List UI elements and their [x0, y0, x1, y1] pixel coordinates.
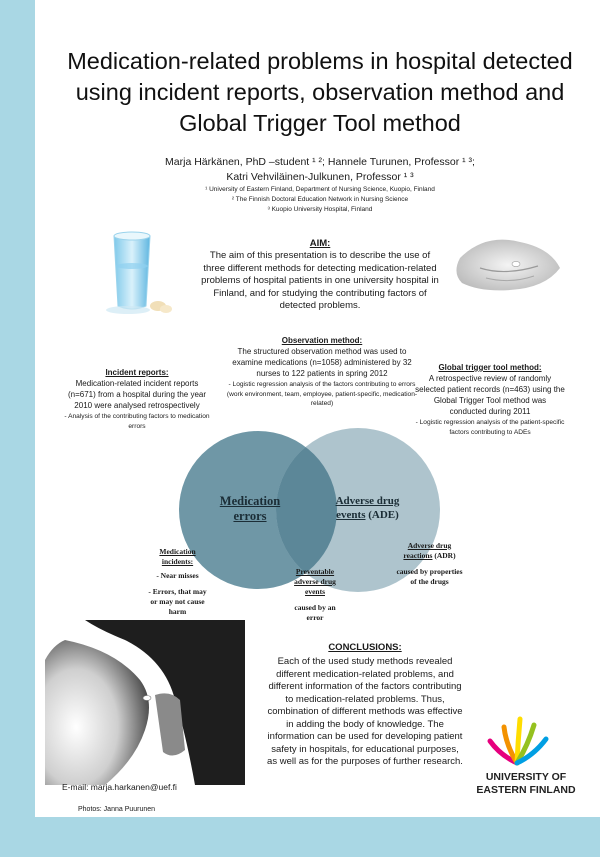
affiliation-2: ² The Finnish Doctoral Education Network in Nursing Science [231, 196, 409, 203]
adr-line2b: (ADR) [432, 551, 456, 560]
incidents-line2: incidents: [161, 557, 194, 566]
university-logo-text [466, 771, 586, 797]
logo-line-1: UNIVERSITY OF [485, 771, 567, 783]
adr-line2a: reactions [403, 551, 433, 560]
trigger-text: A retrospective review of randomly selected patient records (n=463) using the Global Trigger Tool method was conducted during 2011 [415, 374, 565, 416]
venn-label-ade [320, 494, 415, 522]
conclusions-section [265, 642, 465, 769]
person-taking-pill-image [45, 620, 245, 785]
adr-cause-2: of the drugs [410, 577, 449, 586]
adr-cause-1: caused by properties [396, 567, 463, 576]
observation-text: The structured observation method was used to examine medications (n=1058) administered by 32 nurses to 122 patients in spring 2012 [232, 347, 412, 378]
adr-line2 [382, 551, 477, 561]
affiliation-1: ¹ University of Eastern Finland, Department of Nursing Science, Kuopio, Finland [205, 186, 435, 193]
caused-error-1: caused by an [294, 603, 336, 612]
venn-label-medication-errors [205, 494, 295, 524]
adr-label [382, 541, 477, 587]
aim-heading: AIM: [309, 238, 331, 249]
near-misses: - Near misses [156, 571, 199, 580]
aim-text: The aim of this presentation is to describe the use of three different methods for detecting medication-related problems of hospital patients in one university hospital in Finland, and for studying the contributing factors of detected problems. [201, 250, 439, 311]
venn-right-line1: Adverse drug [335, 495, 400, 507]
errors-note-3: harm [168, 607, 187, 616]
trigger-heading: Global trigger tool method: [438, 363, 542, 372]
contact-email: E-mail: marja.harkanen@uef.fi [62, 782, 177, 792]
logo-line-2: EASTERN FINLAND [476, 784, 576, 796]
adr-line1: Adverse drug [407, 541, 452, 550]
poster-title: Medication-related problems in hospital detected using incident reports, observation method and Global Trigger Tool method [67, 48, 573, 136]
incident-note: - Analysis of the contributing factors to medication errors [64, 413, 210, 430]
authors-line-1: Marja Härkänen, PhD –student ¹ ²; Hannele Turunen, Professor ¹ ³; [165, 156, 475, 168]
venn-left-line1: Medication [219, 494, 281, 508]
errors-note-1: - Errors, that may [148, 587, 207, 596]
incident-heading: Incident reports: [105, 368, 169, 377]
trigger-note: - Logistic regression analysis of the patient-specific factors contributing to ADEs [415, 419, 565, 436]
venn-right-line2b: (ADE) [365, 509, 399, 521]
errors-note-2: or may not cause [150, 597, 205, 606]
university-logo-icon [482, 713, 552, 768]
affiliation-3: ³ Kuopio University Hospital, Finland [267, 206, 373, 213]
incident-text: Medication-related incident reports (n=671) from a hospital during the year 2010 were analysed retrospectively [67, 379, 207, 410]
authors-line-2: Katri Vehviläinen-Julkunen, Professor ¹ ³ [226, 171, 414, 183]
photo-credit: Photos: Janna Puurunen [78, 806, 156, 813]
conclusions-text: Each of the used study methods revealed different medication-related problems, and different information of the factors contributing to medication-related problems. Thus, combination of different methods was effective in adding the body of knowledge. The information can be used for developing patient safety in hospitals, for educational purposes, as well as for the purposes of further research. [267, 656, 463, 767]
preventable-ade-label [279, 567, 351, 623]
observation-heading: Observation method: [281, 336, 363, 345]
venn-right-line2a: events [336, 509, 366, 521]
caused-error-2: error [306, 613, 324, 622]
preventable-line1: Preventable [295, 567, 335, 576]
medication-incidents-label [140, 547, 215, 617]
observation-note: - Logistic regression analysis of the factors contributing to errors (work environment, team, employee, patient-specific, medication-related) [226, 381, 418, 407]
conclusions-heading: CONCLUSIONS: [328, 642, 402, 653]
venn-right-line2 [320, 508, 415, 522]
preventable-line2: adverse drug [294, 577, 336, 586]
preventable-line3: events [305, 587, 325, 596]
venn-left-line2: errors [233, 509, 267, 523]
incidents-line1: Medication [159, 547, 196, 556]
